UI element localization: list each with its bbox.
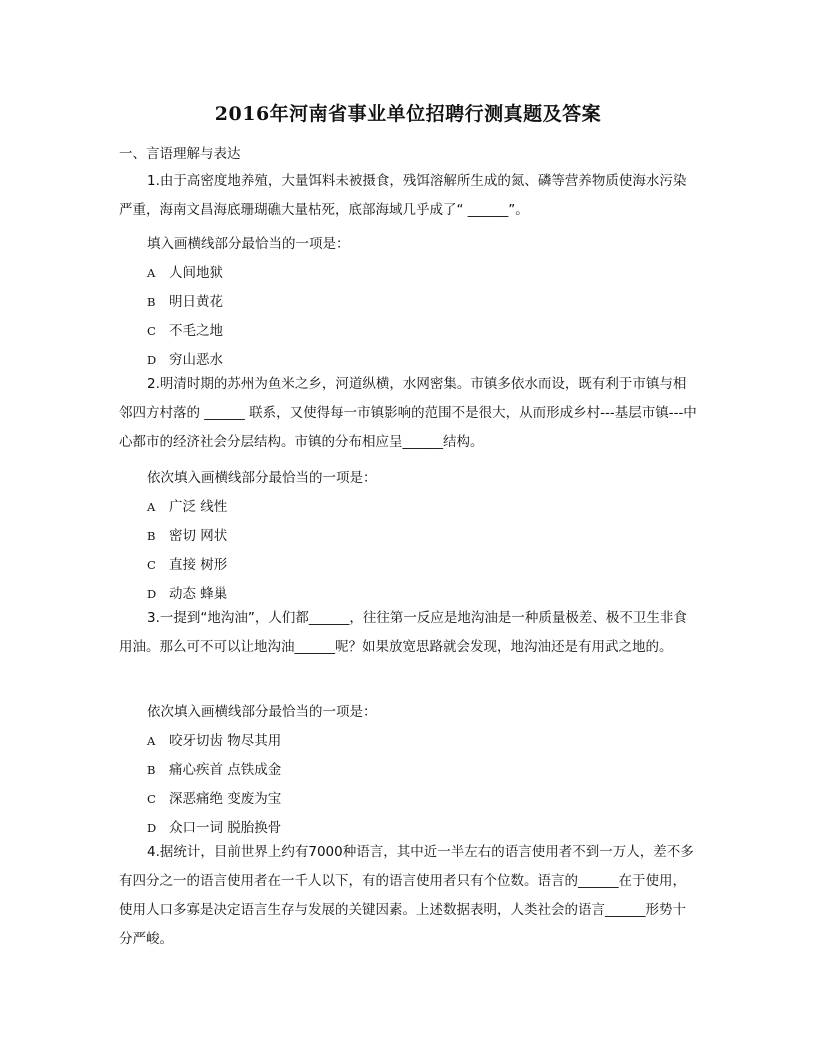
question-1-option-b bbox=[147, 290, 223, 310]
option-text: 深恶痛绝 变废为宝 bbox=[169, 791, 282, 807]
question-3-option-d bbox=[147, 816, 281, 836]
question-3-option-b bbox=[147, 758, 281, 778]
question-3-prompt: 依次填入画横线部分最恰当的一项是： bbox=[147, 704, 377, 720]
question-1-option-c bbox=[147, 319, 223, 339]
option-text: 痛心疾首 点铁成金 bbox=[169, 762, 282, 778]
question-1-option-a bbox=[147, 261, 223, 281]
option-text: 明日黄花 bbox=[169, 294, 223, 310]
option-text: 咬牙切齿 物尽其用 bbox=[169, 733, 282, 749]
question-2-option-a bbox=[147, 495, 227, 515]
option-letter: A bbox=[147, 266, 156, 280]
option-text: 众口一词 脱胎换骨 bbox=[169, 820, 282, 836]
question-3-option-c bbox=[147, 787, 281, 807]
question-2-option-c bbox=[147, 553, 227, 573]
section-heading: 一、言语理解与表达 bbox=[119, 146, 241, 162]
option-letter: C bbox=[147, 558, 156, 572]
question-1-prompt: 填入画横线部分最恰当的一项是： bbox=[147, 236, 350, 252]
option-letter: B bbox=[147, 295, 156, 309]
question-2-stem: 2.明清时期的苏州为鱼米之乡，河道纵横，水网密集。市镇多依水而设，既有利于市镇与相邻四方村落的 ______ 联系，又使得每一市镇影响的范围不是很大，从而形成乡村---基层市镇---中心都市的经济社会分层结构。市镇的分布相应呈______结构。 bbox=[119, 376, 697, 450]
question-3-option-a bbox=[147, 729, 281, 749]
document-title: 2016年河南省事业单位招聘行测真题及答案 bbox=[214, 103, 602, 125]
question-4-stem: 4.据统计，目前世界上约有7000种语言，其中近一半左右的语言使用者不到一万人，差不多有四分之一的语言使用者在一千人以下，有的语言使用者只有个位数。语言的______在于使用，使用人口多寡是决定语言生存与发展的关键因素。上述数据表明，人类社会的语言______形势十分严峻。 bbox=[119, 844, 694, 947]
question-1-option-d bbox=[147, 348, 223, 368]
option-letter: C bbox=[147, 324, 156, 338]
option-text: 广泛 线性 bbox=[169, 499, 228, 515]
option-text: 密切 网状 bbox=[169, 528, 228, 544]
option-letter: C bbox=[147, 792, 156, 806]
option-letter: D bbox=[147, 821, 157, 835]
question-2-prompt: 依次填入画横线部分最恰当的一项是： bbox=[147, 470, 377, 486]
option-text: 穷山恶水 bbox=[169, 352, 223, 368]
option-letter: A bbox=[147, 734, 156, 748]
option-text: 不毛之地 bbox=[169, 323, 223, 339]
option-letter: B bbox=[147, 529, 156, 543]
option-letter: D bbox=[147, 353, 157, 367]
question-3-stem: 3.一提到“地沟油”，人们都______，往往第一反应是地沟油是一种质量极差、极不卫生非食用油。那么可不可以让地沟油______呢？如果放宽思路就会发现，地沟油还是有用武之地的。 bbox=[119, 610, 687, 655]
question-2-option-b bbox=[147, 524, 227, 544]
question-2-option-d bbox=[147, 582, 227, 602]
question-1-stem: 1.由于高密度地养殖，大量饵料未被摄食，残饵溶解所生成的氮、磷等营养物质使海水污染严重，海南文昌海底珊瑚礁大量枯死，底部海域几乎成了“ ______”。 bbox=[119, 173, 687, 218]
option-text: 人间地狱 bbox=[169, 265, 223, 281]
option-letter: B bbox=[147, 763, 156, 777]
option-letter: D bbox=[147, 587, 157, 601]
option-letter: A bbox=[147, 500, 156, 514]
option-text: 直接 树形 bbox=[169, 557, 228, 573]
option-text: 动态 蜂巢 bbox=[169, 586, 228, 602]
